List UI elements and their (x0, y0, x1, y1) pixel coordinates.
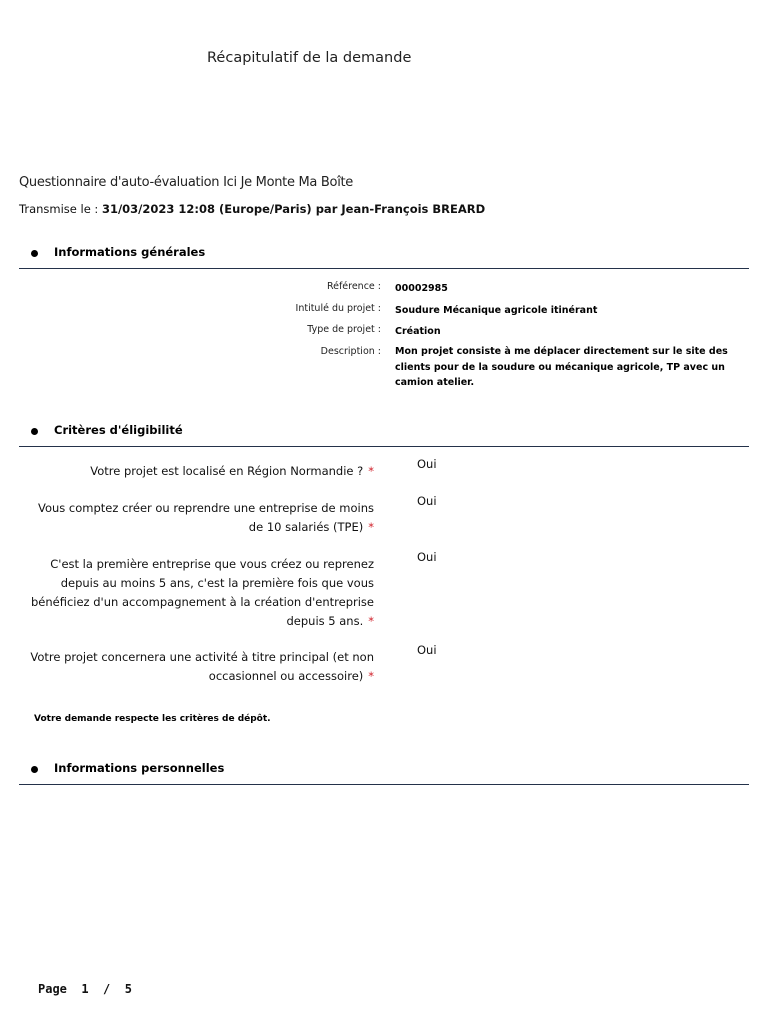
question-text: Vous comptez créer ou reprendre une entreprise de moins de 10 salariés (TPE) * (37, 501, 374, 534)
page-label: Page (38, 982, 67, 996)
bullet-icon (31, 428, 38, 435)
section-title-general: Informations générales (54, 245, 206, 259)
transmission-info (19, 202, 485, 216)
field-label: Description : (320, 346, 381, 357)
page-title: Récapitulatif de la demande (207, 50, 412, 66)
form-title: Questionnaire d'auto-évaluation Ici Je Monte Ma Boîte (19, 175, 353, 190)
section-header-general (19, 246, 749, 269)
current-page: 1 (81, 982, 89, 996)
field-label: Référence : (326, 281, 381, 292)
answer-value: Oui (417, 494, 437, 508)
field-value: Mon projet consiste à me déplacer directement sur le site des clients pour de la soudure ou mécanique agricole, TP avec un camion atelier. (395, 346, 728, 388)
eligibility-notice: Votre demande respecte les critères de dépôt. (34, 714, 271, 724)
answer-value: Oui (417, 457, 437, 471)
bullet-icon (31, 766, 38, 773)
page-indicator (38, 982, 132, 996)
field-label: Type de projet : (307, 324, 381, 335)
field-value: Soudure Mécanique agricole itinérant (395, 305, 598, 316)
question-text: Votre projet concernera une activité à titre principal (et non occasionnel ou accessoire) * (30, 650, 374, 683)
required-marker: * (368, 614, 374, 628)
required-marker: * (368, 520, 374, 534)
answer-value: Oui (417, 550, 437, 564)
section-title-eligibility: Critères d'éligibilité (54, 423, 183, 437)
section-header-eligibility (19, 424, 749, 447)
field-value: 00002985 (395, 283, 448, 294)
page-separator: / (103, 982, 111, 996)
section-title-personal: Informations personnelles (54, 761, 225, 775)
section-header-personal (19, 762, 749, 785)
transmission-prefix: Transmise le : (19, 202, 102, 216)
question-text: C'est la première entreprise que vous créez ou reprenez depuis au moins 5 ans, c'est la première fois que vous bénéficiez d'un accompagnement à la création d'entreprise depuis 5 ans. * (30, 557, 374, 628)
required-marker: * (368, 669, 374, 683)
field-value: Création (395, 326, 441, 337)
question-text: Votre projet est localisé en Région Normandie ? * (90, 464, 374, 478)
total-pages: 5 (124, 982, 132, 996)
field-label: Intitulé du projet : (295, 303, 381, 314)
bullet-icon (31, 250, 38, 257)
answer-value: Oui (417, 643, 437, 657)
required-marker: * (368, 464, 374, 478)
transmission-detail: 31/03/2023 12:08 (Europe/Paris) par Jean-François BREARD (101, 202, 486, 216)
